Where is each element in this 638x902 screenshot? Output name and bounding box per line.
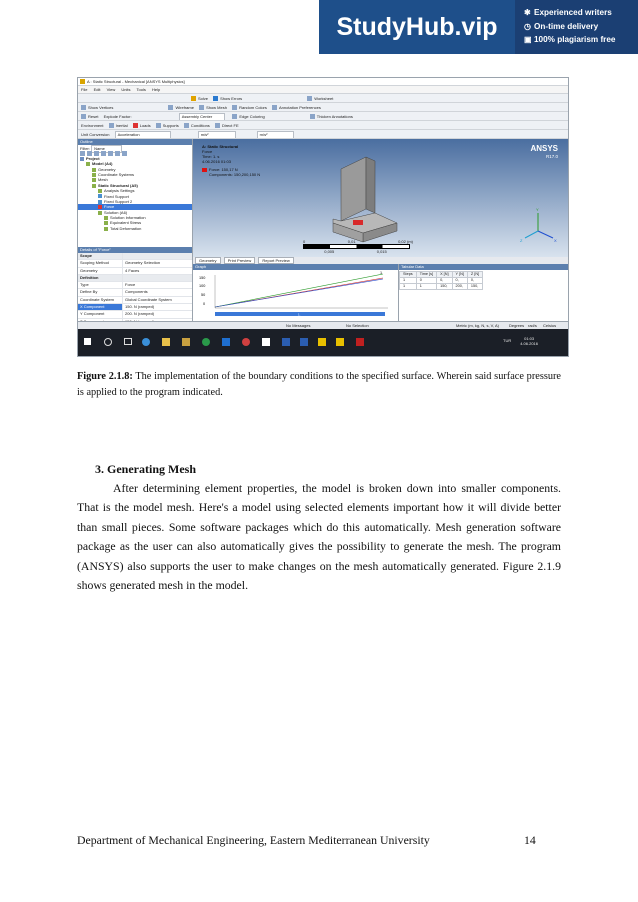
graph-y-tick: 0	[203, 302, 206, 306]
scale-tick: 0,01	[347, 239, 356, 244]
clock-date: 4.06.2016	[520, 341, 538, 346]
triad-z-label: Z	[520, 238, 523, 243]
tree-item-label: Equivalent Stress	[110, 220, 142, 226]
tree-item-label: Fixed Support 2	[104, 198, 133, 204]
tree-item-label: Fixed Support	[104, 193, 129, 199]
perks-list	[524, 6, 634, 47]
system-clock[interactable]	[520, 336, 538, 346]
table-row[interactable]	[400, 284, 483, 290]
object-name: Force	[202, 149, 213, 154]
table-body	[400, 278, 483, 290]
details-key: Y Component	[78, 311, 123, 317]
bracket-side-face	[366, 157, 375, 213]
details-row[interactable]	[78, 289, 192, 296]
chrome-icon[interactable]	[202, 338, 210, 346]
explode-factor-label: Explode Factor:	[103, 114, 132, 119]
force-legend: Force: 150,17 N	[209, 167, 238, 172]
triad-y-label: Y	[536, 207, 539, 212]
windows-taskbar	[78, 329, 568, 356]
show-vertices-button[interactable]: Show Vertices	[81, 103, 113, 112]
details-key: Define By	[78, 289, 123, 295]
random-colors-button[interactable]: Random Colors	[232, 103, 267, 112]
folder-icon[interactable]	[182, 338, 190, 346]
perk-label: 100% plagiarism free	[534, 35, 616, 44]
status-angle-unit[interactable]: Degrees	[509, 323, 525, 328]
table-cell[interactable]: 1	[400, 278, 417, 284]
graph-timeline-marker: 1.	[298, 312, 301, 317]
unit-conversion-label: Unit Conversion	[81, 132, 110, 137]
table-column-header[interactable]: Y [N]	[452, 272, 467, 278]
annotation-preferences-button[interactable]: Annotation Preferences	[272, 103, 321, 112]
graphics-viewport[interactable]	[193, 139, 568, 257]
assembly-center-select[interactable]: Assembly Center	[179, 113, 225, 121]
table-cell[interactable]: 1	[400, 284, 417, 290]
show-mesh-button[interactable]: Show Mesh	[199, 103, 227, 112]
status-rate-unit[interactable]: rad/s	[528, 323, 537, 328]
scale-tick: 0,015	[376, 249, 387, 254]
tree-item-label: Total Deformation	[110, 225, 142, 231]
graph-y-tick: 50	[201, 293, 206, 297]
table-cell[interactable]: 0	[416, 278, 436, 284]
body-paragraph: After determining element properties, the model is broken down into smaller components. That is the model mesh. Here's a model using selected elements important how it will divide better than small pieces. Some software packages which do this automatically. Mesh generation software package as the user can also automatically gives the possibility to generate the mesh. The program (ANSYS) also supports the user to make changes on the mesh automatically generated. Figure 2.1.9 shows generated mesh in the model.	[77, 481, 561, 593]
tree-node-icon	[92, 168, 96, 172]
graph-header: Graph	[193, 264, 398, 270]
tree-node-icon	[98, 189, 102, 193]
tab-report-preview[interactable]: Report Preview	[258, 257, 293, 264]
windows-start-icon[interactable]	[84, 338, 91, 345]
tree-node-icon	[104, 227, 108, 231]
tree-item-label: Analysis Settings	[104, 188, 135, 194]
force-marker	[353, 220, 363, 225]
tree-node-icon	[98, 194, 102, 198]
force-graph	[193, 270, 398, 321]
app-icon[interactable]	[300, 338, 308, 346]
table-cell[interactable]: 0,	[452, 278, 467, 284]
document-check-icon: ▣	[524, 35, 532, 44]
filter-select[interactable]: Name	[91, 145, 122, 153]
file-explorer-icon[interactable]	[162, 338, 170, 346]
direct-fe-menu[interactable]: Direct FE	[215, 121, 239, 130]
table-cell[interactable]: 0,	[467, 278, 482, 284]
clock-icon: ◷	[524, 21, 532, 31]
footer-department: Department of Mechanical Engineering, Eastern Mediterranean University	[77, 833, 430, 847]
timestamp: 4.06.2016 01:03	[202, 159, 231, 164]
graph-series-z	[215, 279, 383, 307]
clock-time: 01:03	[524, 336, 535, 341]
triad-x-axis	[538, 231, 553, 238]
graph-x-label: 1	[380, 271, 383, 275]
keyboard-language[interactable]: TUR	[503, 338, 512, 343]
table-column-header[interactable]: Steps	[400, 272, 417, 278]
studyhub-logo[interactable]: StudyHub.vip	[319, 0, 515, 54]
supports-menu[interactable]: Supports	[156, 121, 179, 130]
tree-item-label: Project	[86, 155, 100, 161]
table-cell[interactable]: 150,	[437, 284, 452, 290]
solve-button[interactable]: Solve	[191, 94, 208, 103]
view-tabs	[193, 257, 568, 264]
tabular-header: Tabular Data	[399, 264, 568, 270]
outline-header: Outline	[78, 139, 192, 145]
details-row[interactable]	[78, 304, 192, 311]
details-key: X Component	[78, 304, 123, 310]
details-value	[123, 275, 192, 281]
loads-menu[interactable]: Loads	[133, 121, 151, 130]
table-cell[interactable]: 0,	[437, 278, 452, 284]
details-value: Force	[125, 282, 136, 288]
adobe-reader-icon[interactable]	[356, 338, 364, 346]
studyhub-banner[interactable]	[319, 0, 638, 54]
menu-tools[interactable]: Tools	[136, 87, 146, 92]
details-value: Global Coordinate System	[125, 296, 172, 302]
unit-from-select[interactable]: m/s²	[198, 131, 236, 139]
window-titlebar	[78, 78, 568, 86]
analysis-name: A: Static Structural	[202, 144, 239, 149]
details-key: Type	[78, 282, 123, 288]
unit-conversion-select[interactable]: Acceleration	[115, 131, 171, 139]
details-key: Geometry	[78, 268, 123, 274]
table-cell[interactable]: 200,	[452, 284, 467, 290]
menu-view[interactable]: View	[106, 87, 116, 92]
tree-item-label: Mesh	[98, 177, 108, 183]
status-temperature-unit[interactable]: Celsius	[543, 323, 557, 328]
bracket-back-face	[341, 157, 366, 221]
table-column-header[interactable]: X [N]	[437, 272, 452, 278]
tree-item-label: Static Structural (A5)	[98, 182, 138, 188]
details-value: 200. N (ramped)	[125, 311, 155, 317]
details-value: Geometry Selection	[125, 260, 161, 266]
figure-caption	[77, 369, 561, 401]
perk-item	[524, 33, 634, 47]
details-value: 150. N (ramped)	[125, 304, 155, 310]
edge-coloring-button[interactable]: Edge Coloring	[232, 112, 264, 121]
table-cell[interactable]: 150,	[467, 284, 482, 290]
standard-toolbar	[78, 94, 568, 103]
menu-units[interactable]: Units	[121, 87, 131, 92]
tree-node-icon	[98, 205, 102, 209]
section-heading: 3. Generating Mesh	[95, 462, 196, 476]
opera-icon[interactable]	[242, 338, 250, 346]
details-row[interactable]	[78, 297, 192, 304]
page-number: 14	[524, 833, 536, 847]
force-components: Components: 150,200,150 N	[209, 172, 261, 177]
thicken-annotations-button[interactable]: Thicken Annotations	[310, 112, 353, 121]
menu-edit[interactable]: Edit	[93, 87, 101, 92]
figure-label: Figure 2.1.8:	[77, 371, 133, 382]
table-cell[interactable]: 1	[416, 284, 436, 290]
mail-icon[interactable]	[262, 338, 270, 346]
tabular-data-panel	[399, 264, 568, 321]
table-column-header[interactable]: Z [N]	[467, 272, 482, 278]
ansys-workbench-icon[interactable]	[318, 338, 326, 346]
conditions-menu[interactable]: Conditions	[184, 121, 210, 130]
graph-panel	[193, 264, 399, 321]
triad-x-label: X	[554, 238, 557, 243]
environment-toolbar	[78, 121, 568, 130]
details-key: Scoping Method	[78, 260, 123, 266]
menu-bar	[78, 86, 568, 94]
task-view-icon[interactable]	[124, 338, 132, 345]
perk-label: On-time delivery	[534, 21, 599, 31]
tree-node-icon	[86, 162, 90, 166]
scale-bar	[303, 239, 413, 254]
tree-item-label: Force	[104, 204, 115, 210]
tab-print-preview[interactable]: Print Preview	[224, 257, 256, 264]
perk-label: Experienced writers	[534, 8, 612, 17]
tree-node-icon	[104, 216, 108, 220]
details-value: Components	[125, 289, 148, 295]
graph-y-tick: 150	[199, 276, 206, 280]
tree-item-label: Model (A4)	[92, 161, 113, 167]
word-icon[interactable]	[282, 338, 290, 346]
ansys-screenshot	[77, 77, 569, 357]
environment-label: Environment	[81, 123, 104, 128]
window-title: A : Static Structural - Mechanical [ANSYS Multiphysics]	[87, 79, 185, 84]
sparkle-icon: ✱	[524, 8, 531, 17]
details-header: Details of "Force"	[78, 247, 192, 253]
graphics-toolbar	[78, 103, 568, 112]
tree-node-icon	[92, 173, 96, 177]
details-key: Definition	[78, 275, 123, 281]
details-row[interactable]	[78, 260, 192, 267]
details-row[interactable]	[78, 282, 192, 289]
tree-node-icon	[98, 200, 102, 204]
status-selection: No Selection	[346, 323, 369, 328]
details-value: 4 Faces	[125, 267, 140, 273]
tree-node-icon	[98, 211, 102, 215]
details-key: Coordinate System	[78, 297, 123, 303]
status-units[interactable]: Metric (m, kg, N, s, V, A)	[456, 323, 499, 328]
ansys-app-icon	[80, 79, 85, 84]
details-row[interactable]	[78, 311, 192, 318]
perk-item	[524, 6, 634, 20]
tree-node-icon	[92, 184, 96, 188]
outline-tree	[78, 156, 192, 231]
details-row	[78, 275, 192, 282]
tabular-table	[399, 271, 483, 290]
details-row	[78, 253, 192, 260]
graph-series-y	[215, 274, 383, 307]
reset-button[interactable]: Reset	[81, 112, 98, 121]
tree-node-icon	[80, 157, 84, 161]
outline-panel	[78, 139, 193, 321]
outline-tree-item[interactable]	[78, 226, 192, 231]
explode-toolbar	[78, 112, 568, 121]
tree-item-label: Geometry	[98, 166, 116, 172]
store-icon[interactable]	[222, 338, 230, 346]
ansys-mechanical-icon[interactable]	[336, 338, 344, 346]
perk-item	[524, 20, 634, 34]
table-column-header[interactable]: Time [s]	[416, 272, 436, 278]
tree-node-icon	[92, 178, 96, 182]
tree-item-label: Solution Information	[110, 215, 146, 221]
menu-help[interactable]: Help	[151, 87, 161, 92]
unit-conversion-toolbar	[78, 130, 568, 139]
time-value: Time: 1. s	[202, 154, 220, 159]
graph-y-tick: 100	[199, 284, 206, 288]
scale-tick: 0	[303, 239, 306, 244]
wireframe-button[interactable]: Wireframe	[168, 103, 193, 112]
tab-geometry[interactable]: Geometry	[195, 257, 221, 264]
status-messages[interactable]: No Messages	[286, 323, 311, 328]
inertial-menu[interactable]: Inertial	[109, 121, 128, 130]
tree-item-label: Coordinate Systems	[98, 171, 135, 177]
table-header-row	[400, 272, 483, 278]
details-key: Scope	[78, 253, 123, 259]
details-value	[123, 253, 192, 259]
scale-tick: 0,005	[324, 249, 335, 254]
triad-z-axis	[525, 231, 538, 238]
ansys-logo-text: ANSYS	[530, 144, 558, 153]
worksheet-button[interactable]: Worksheet	[307, 94, 333, 103]
details-panel	[78, 247, 192, 321]
details-row[interactable]	[78, 268, 192, 275]
ansys-version: R17.0	[545, 154, 558, 159]
show-errors-button[interactable]: Show Errors	[213, 94, 242, 103]
tree-node-icon	[104, 221, 108, 225]
menu-file[interactable]: File	[81, 87, 88, 92]
search-icon[interactable]	[104, 338, 112, 346]
unit-to-select[interactable]: m/s²	[257, 131, 295, 139]
filter-label: Filter:	[80, 146, 90, 151]
caption-text: The implementation of the boundary conditions to the specified surface. Wherein said surface pressure is applied to the program indicated.	[77, 371, 561, 398]
edge-browser-icon[interactable]	[142, 338, 150, 346]
tree-item-label: Solution (A6)	[104, 209, 128, 215]
scale-tick: 0,02 (m)	[398, 239, 413, 244]
